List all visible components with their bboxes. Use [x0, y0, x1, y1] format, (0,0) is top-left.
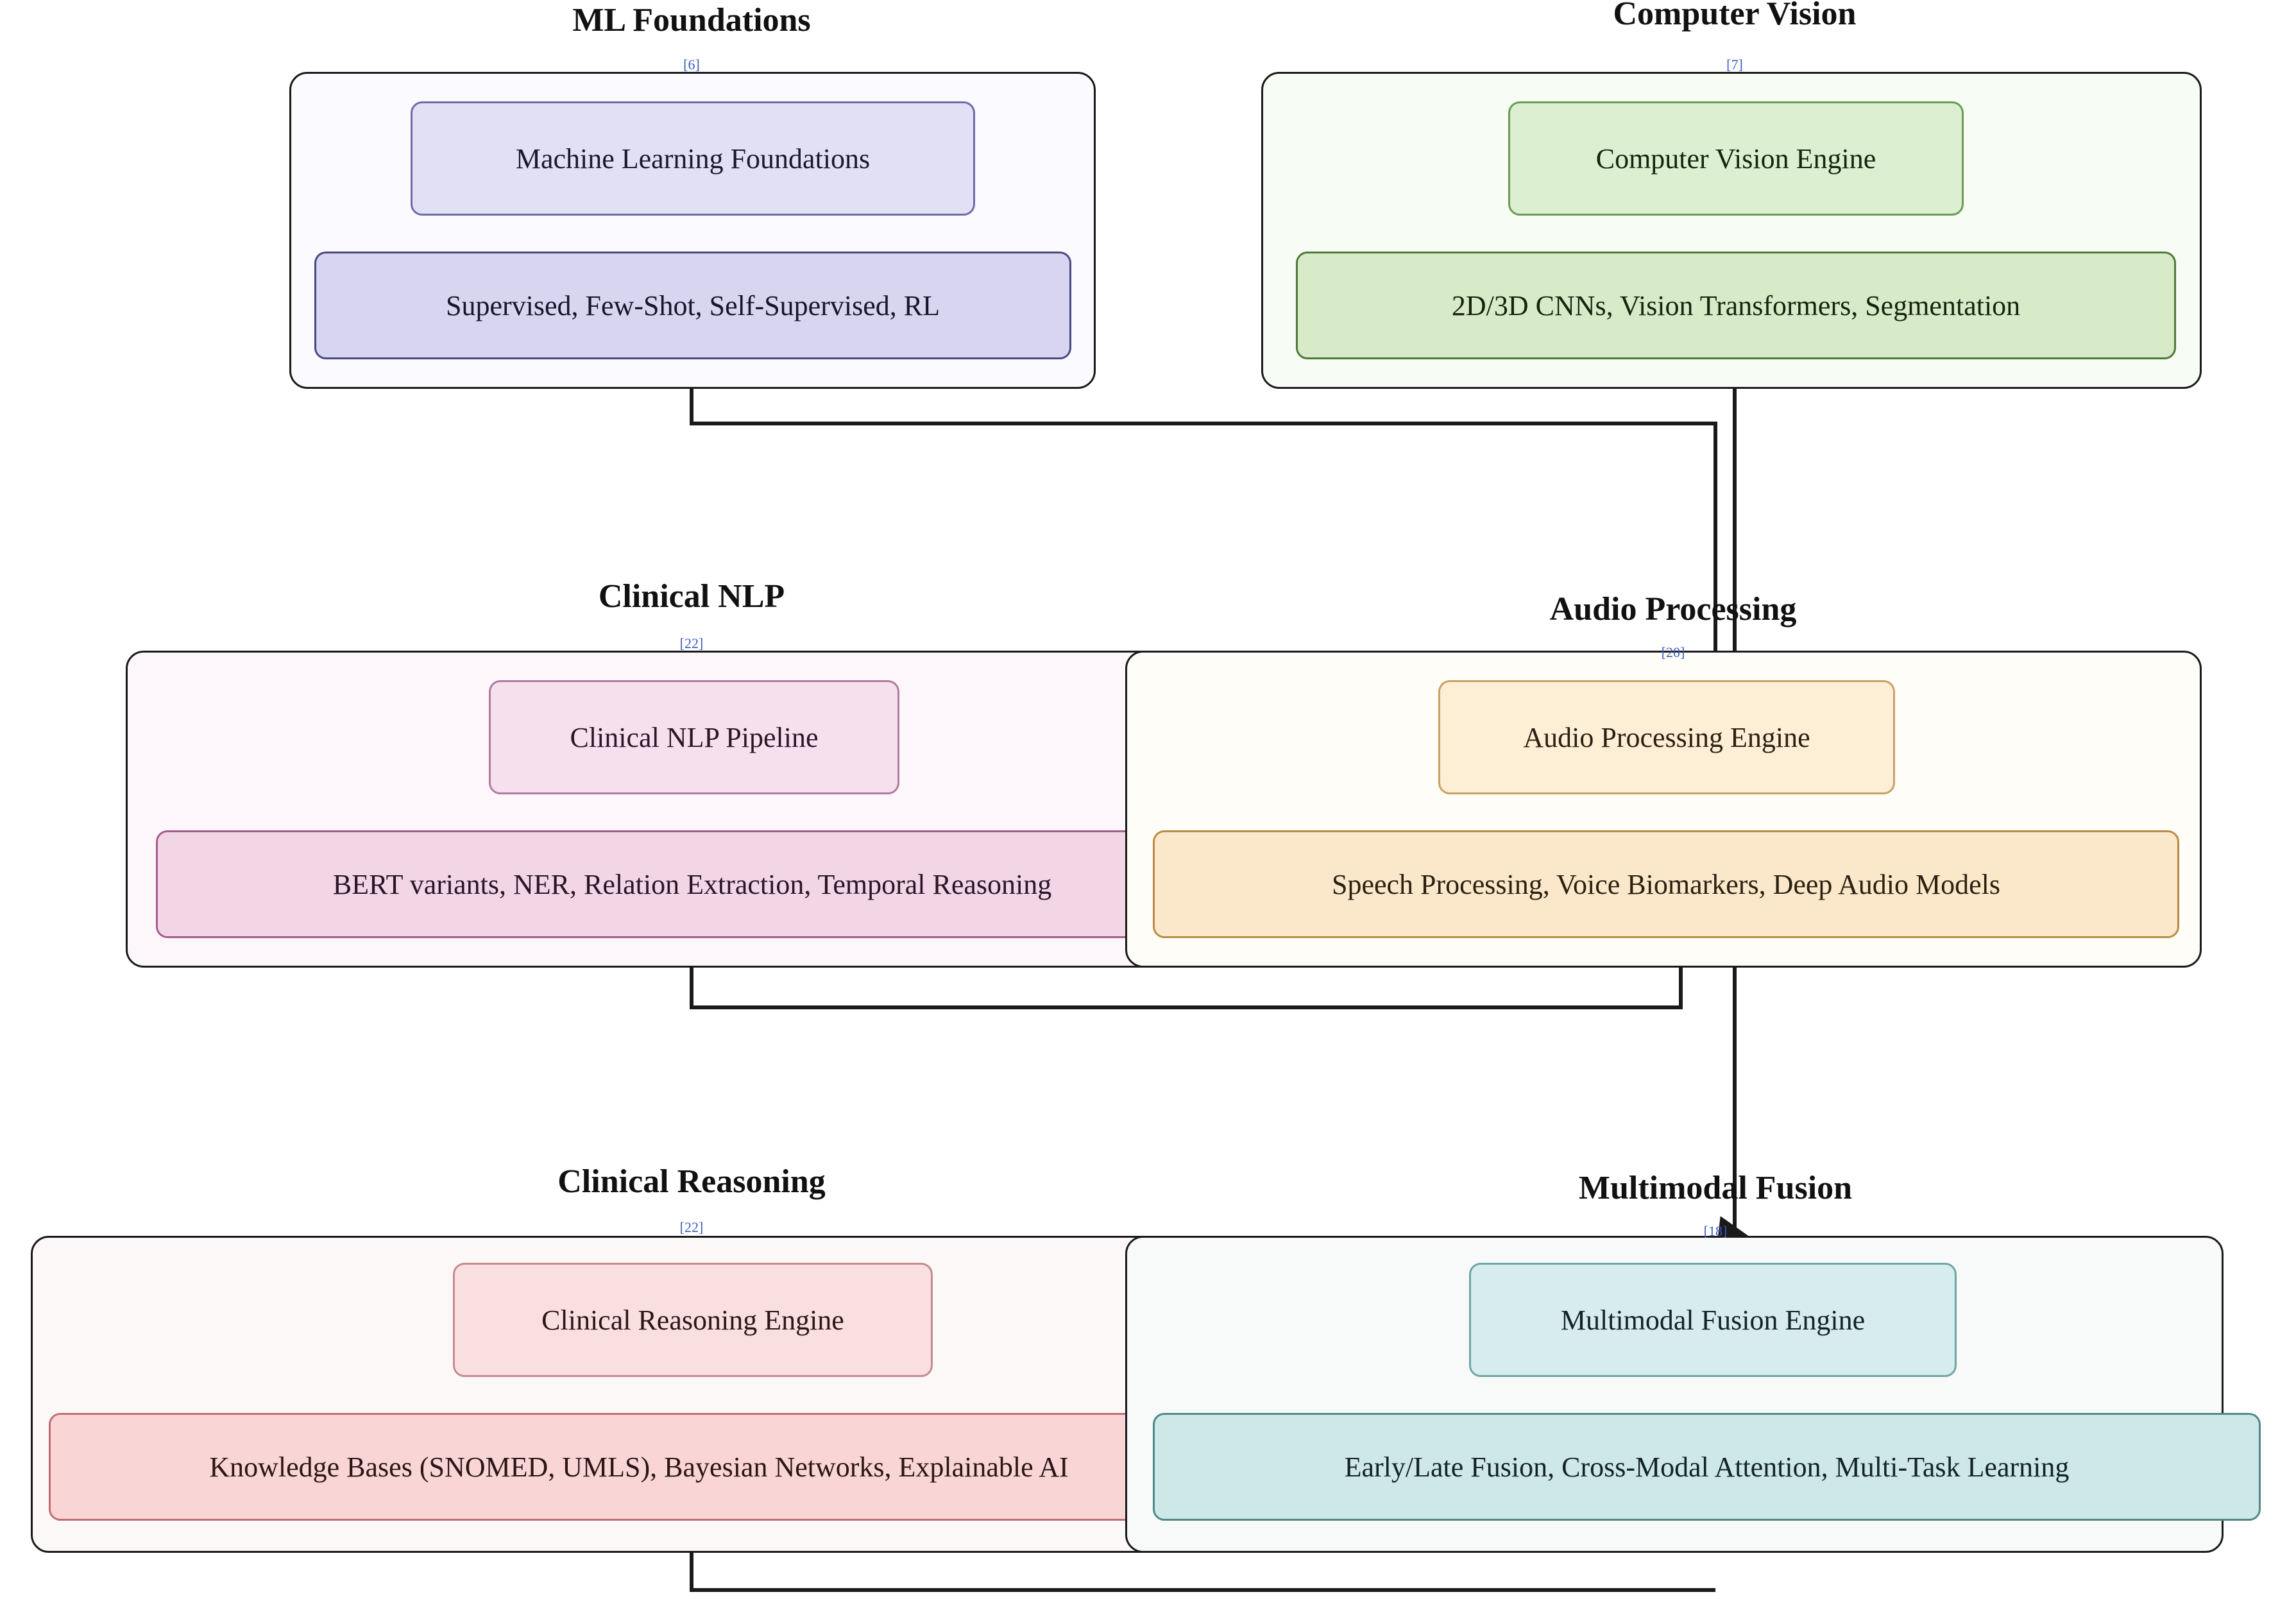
group-title-audio-processing: Audio Processing: [1549, 591, 1797, 628]
node-machine-learning-foundations[interactable]: Machine Learning Foundations: [411, 101, 975, 216]
node-clinical-reasoning-techniques[interactable]: Knowledge Bases (SNOMED, UMLS), Bayesian Networks, Explainable AI: [49, 1413, 1229, 1521]
node-audio-processing-engine[interactable]: Audio Processing Engine: [1438, 680, 1895, 794]
node-multimodal-fusion-techniques[interactable]: Early/Late Fusion, Cross-Modal Attention, Multi-Task Learning: [1153, 1413, 2261, 1521]
group-ref-multimodal-fusion: [18]: [1703, 1223, 1728, 1239]
node-computer-vision-techniques[interactable]: 2D/3D CNNs, Vision Transformers, Segmentation: [1296, 252, 2176, 359]
group-ref-clinical-reasoning: [22]: [679, 1219, 704, 1235]
group-title-clinical-nlp: Clinical NLP: [598, 578, 785, 615]
group-title-ml-foundations: ML Foundations: [572, 2, 811, 38]
group-ref-computer-vision: [7]: [1726, 56, 1743, 73]
node-clinical-reasoning-engine[interactable]: Clinical Reasoning Engine: [453, 1263, 933, 1377]
node-computer-vision-engine[interactable]: Computer Vision Engine: [1508, 101, 1964, 216]
group-ref-audio-processing: [20]: [1661, 644, 1685, 660]
node-audio-processing-techniques[interactable]: Speech Processing, Voice Biomarkers, Deep Audio Models: [1153, 830, 2179, 938]
node-clinical-nlp-techniques[interactable]: BERT variants, NER, Relation Extraction, Temporal Reasoning: [156, 830, 1229, 938]
group-ref-clinical-nlp: [22]: [679, 635, 704, 651]
group-title-computer-vision: Computer Vision: [1613, 0, 1857, 32]
group-ref-ml-foundations: [6]: [683, 56, 700, 73]
node-multimodal-fusion-engine[interactable]: Multimodal Fusion Engine: [1469, 1263, 1957, 1377]
group-title-multimodal-fusion: Multimodal Fusion: [1578, 1170, 1853, 1206]
node-clinical-nlp-pipeline[interactable]: Clinical NLP Pipeline: [489, 680, 899, 794]
node-ml-foundations-techniques[interactable]: Supervised, Few-Shot, Self-Supervised, RL: [314, 252, 1071, 359]
group-title-clinical-reasoning: Clinical Reasoning: [557, 1163, 826, 1200]
